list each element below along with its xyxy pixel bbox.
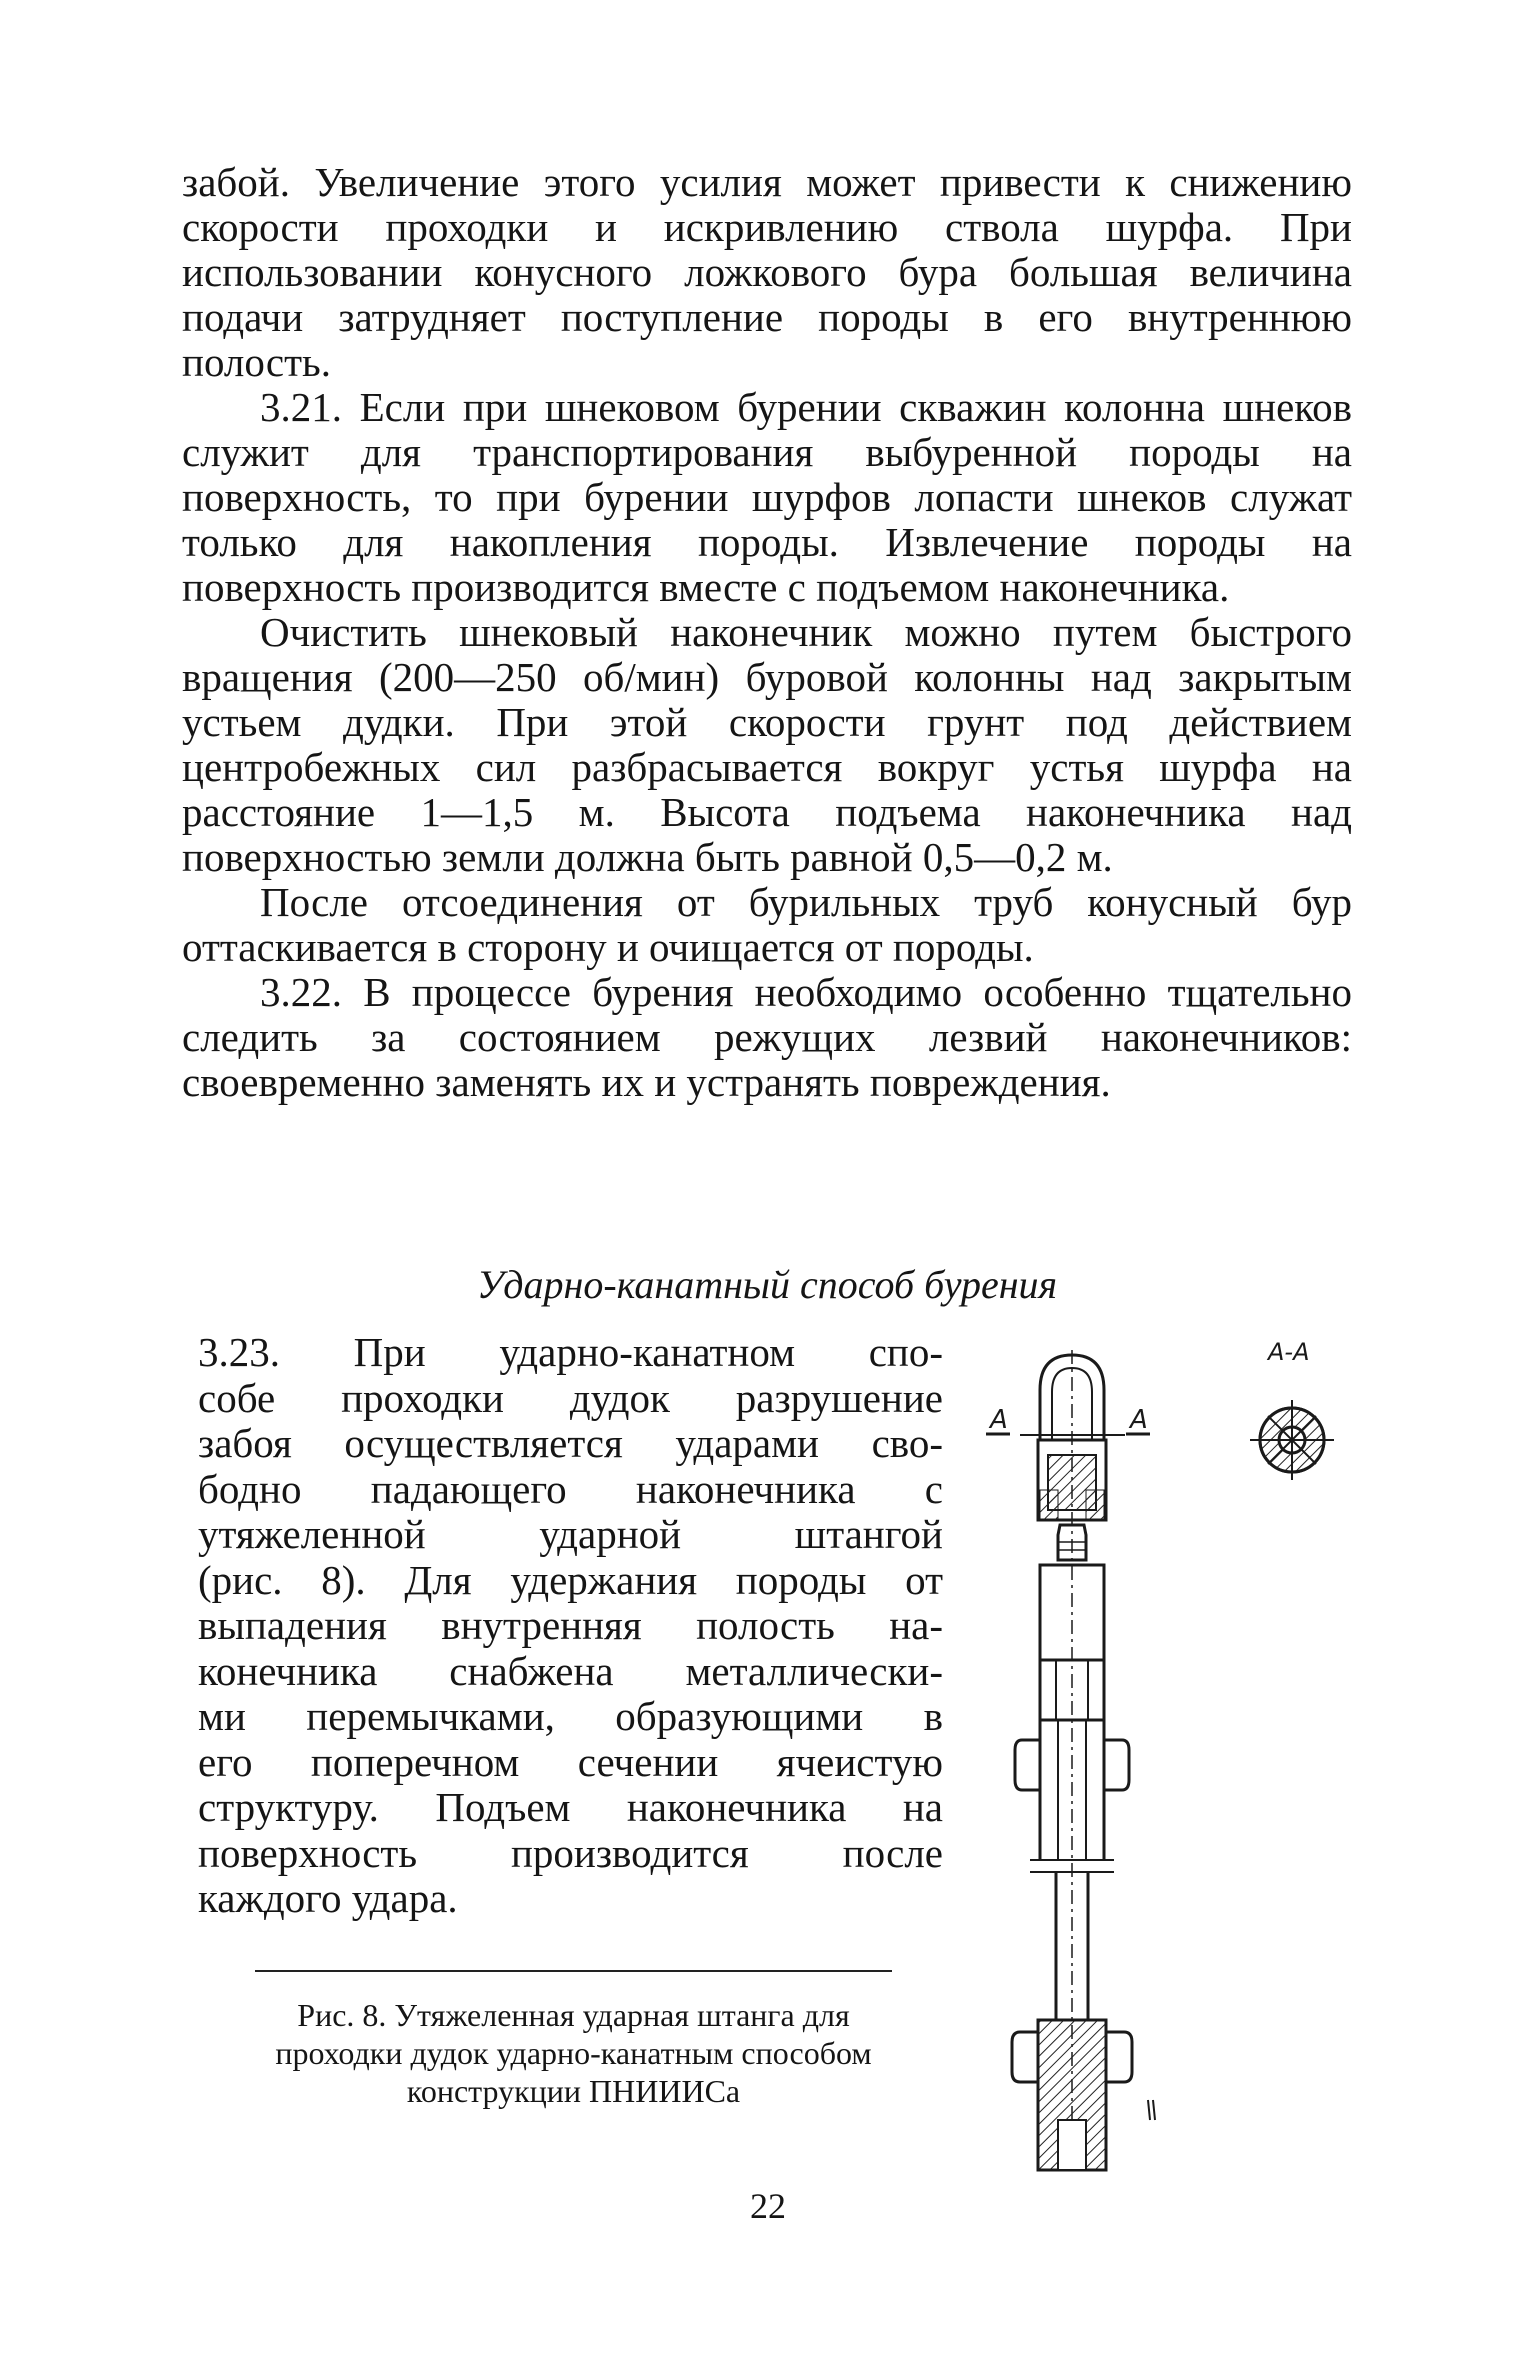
paragraph: Очистить шнековый наконечник можно путем быстрого вращения (200—250 об/мин) буровой колонны над закрытым устьем дудки. При этой скорости грунт под действием центробежных сил разбрасывается вокруг устья шурфа на расстояние 1—1,5 м. Высота подъема наконечника над поверхностью земли должна быть равной 0,5—0,2 м.	[182, 609, 1352, 880]
section-line: бодно падающего наконечника с	[198, 1465, 943, 1512]
page-number: 22	[750, 2186, 786, 2226]
section-text-column	[198, 1330, 943, 1922]
paragraph: забой. Увеличение этого усилия может привести к снижению скорости проходки и искривлению ствола шурфа. При использовании конусного ложкового бура большая величина подачи затрудняет поступление породы в его внутреннюю полость.	[182, 159, 1352, 385]
main-text-column	[182, 160, 1352, 1105]
paragraph: После отсоединения от бурильных труб конусный бур оттаскивается в сторону и очищается от породы.	[182, 879, 1352, 970]
section-label: А-А	[1268, 1338, 1310, 1366]
section-line: забоя осуществляется ударами сво-	[198, 1420, 943, 1466]
section-line: 3.23. При ударно-канатном спо-	[198, 1329, 943, 1375]
caption-rule	[255, 1970, 892, 1972]
section-line: утяжеленной ударной штангой	[198, 1511, 943, 1557]
drill-bar-drawing	[960, 1320, 1360, 2190]
section-line: каждого удара.	[198, 1875, 458, 1921]
figure-drill-bar	[960, 1320, 1360, 2190]
section-line: (рис. 8). Для удержания породы от	[198, 1556, 943, 1603]
section-line: ми перемычками, образующими в	[198, 1693, 943, 1739]
cut-label-right: А	[1130, 1405, 1148, 1435]
section-line: собе проходки дудок разрушение	[198, 1374, 943, 1421]
section-line: конечника снабжена металлически-	[198, 1647, 943, 1694]
section-line: структуру. Подъем наконечника на	[198, 1784, 943, 1830]
section-line: выпадения внутренняя полость на-	[198, 1602, 943, 1648]
figure-caption: Рис. 8. Утяжеленная ударная штанга для проходки дудок ударно-канатным способом конструкции ПНИИИСа	[275, 1997, 872, 2109]
cut-label-left: А	[990, 1405, 1008, 1435]
paragraph: 3.22. В процессе бурения необходимо особенно тщательно следить за состоянием режущих лезвий наконечников: своевременно заменять их и устранять повреждения.	[182, 969, 1352, 1105]
section-heading: Ударно-канатный способ бурения	[476, 1262, 1058, 1307]
paragraph: 3.21. Если при шнековом бурении скважин колонна шнеков служит для транспортирования выбуренной породы на поверхность, то при бурении шурфов лопасти шнеков служат только для накопления породы. Извлечение породы на поверхность производится вместе с подъемом наконечника.	[182, 384, 1352, 610]
section-line: поверхность производится после	[198, 1829, 943, 1876]
section-line: его поперечном сечении ячеистую	[198, 1738, 943, 1785]
